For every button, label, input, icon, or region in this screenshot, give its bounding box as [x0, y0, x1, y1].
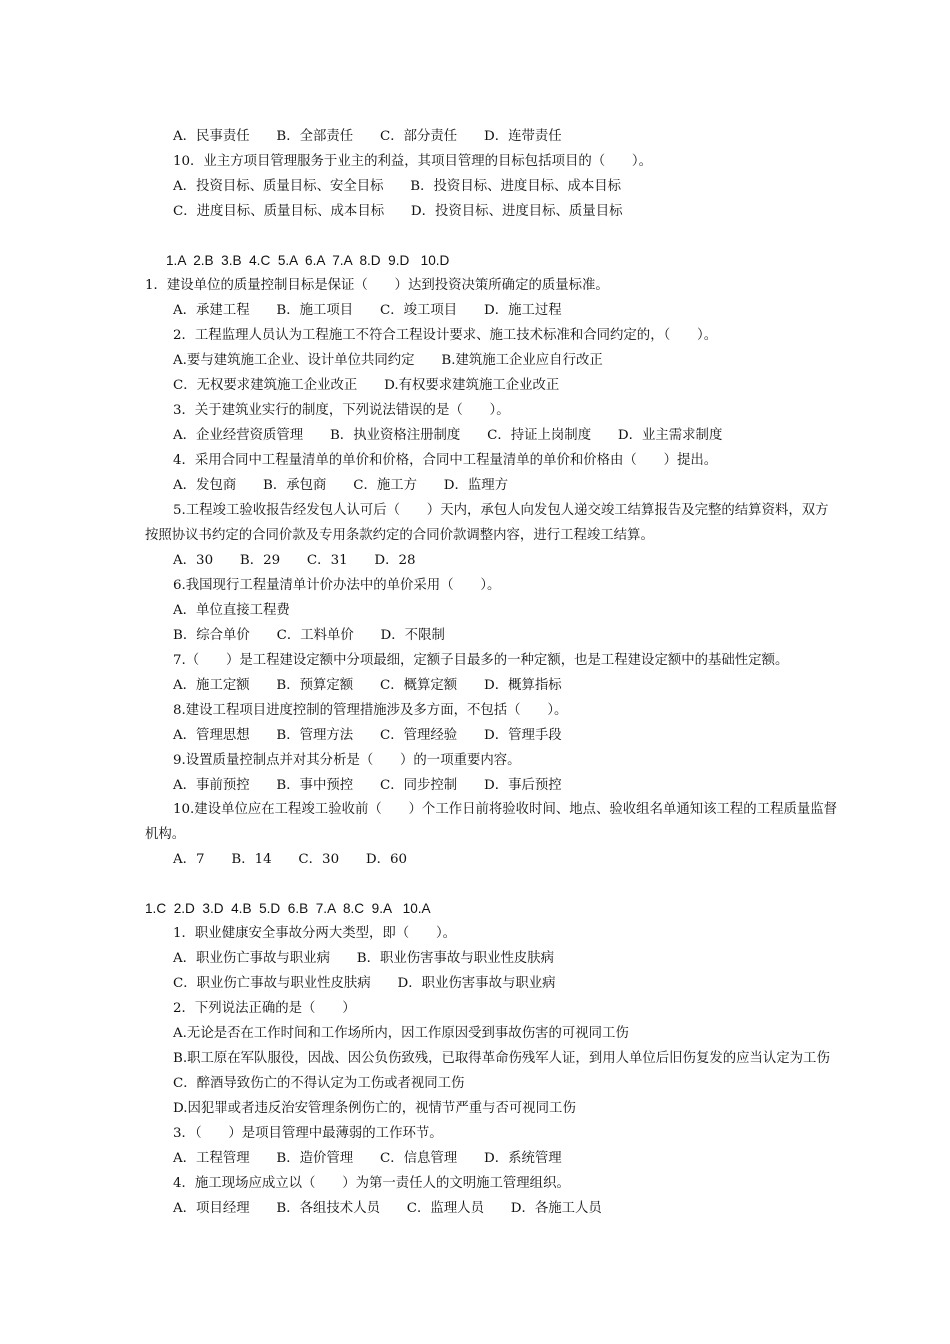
s3-q2-option-a: A.无论是否在工作时间和工作场所内，因工作原因受到事故伤害的可视同工伤 [173, 1026, 629, 1041]
s3-q2-option-c: C．醉酒导致伤亡的不得认定为工伤或者视同工伤 [173, 1076, 465, 1091]
s2-q5-question: 5.工程竣工验收报告经发包人认可后（ ）天内，承包人向发包人递交竣工结算报告及完整的结算资料，双方 [173, 503, 829, 518]
s2-q2-options-cd: C．无权要求建筑施工企业改正 D.有权要求建筑施工企业改正 [173, 378, 560, 393]
s2-q10-question-cont: 机构。 [145, 827, 186, 842]
s2-q10-options: A．7 B．14 C．30 D．60 [173, 852, 408, 867]
s2-q3-options: A．企业经营资质管理 B．执业资格注册制度 C．持证上岗制度 D．业主需求制度 [173, 428, 723, 443]
s3-q3-options: A．工程管理 B．造价管理 C．信息管理 D．系统管理 [173, 1151, 562, 1166]
s2-q8-options: A．管理思想 B．管理方法 C．管理经验 D．管理手段 [173, 728, 562, 743]
s2-q4-options: A．发包商 B．承包商 C．施工方 D．监理方 [173, 478, 509, 493]
s3-q2-question: 2．下列说法正确的是（ ） [173, 1001, 356, 1016]
q10-options-ab: A．投资目标、质量目标、安全目标 B．投资目标、进度目标、成本目标 [173, 179, 622, 194]
s2-q6-question: 6.我国现行工程量清单计价办法中的单价采用（ ）。 [173, 578, 501, 593]
answer-key-1: 1.A 2.B 3.B 4.C 5.A 6.A 7.A 8.D 9.D 10.D [166, 253, 450, 268]
s3-q2-option-d: D.因犯罪或者违反治安管理条例伤亡的，视情节严重与否可视同工伤 [173, 1101, 576, 1116]
s3-q2-option-b: B.职工原在军队服役，因战、因公负伤致残，已取得革命伤残军人证，到用人单位后旧伤复发的应当认定为工伤 [173, 1051, 830, 1066]
s3-q1-question: 1．职业健康安全事故分两大类型，即（ ）。 [173, 926, 457, 941]
q10-question: 10．业主方项目管理服务于业主的利益，其项目管理的目标包括项目的（ ）。 [173, 154, 653, 169]
s2-q1-question: 1．建设单位的质量控制目标是保证（ ）达到投资决策所确定的质量标准。 [145, 278, 609, 293]
s2-q2-question: 2．工程监理人员认为工程施工不符合工程设计要求、施工技术标准和合同约定的，（ ）。 [173, 328, 718, 343]
s2-q9-question: 9.设置质量控制点并对其分析是（ ）的一项重要内容。 [173, 753, 521, 768]
s3-q1-options-cd: C．职业伤亡事故与职业性皮肤病 D．职业伤害事故与职业病 [173, 976, 556, 991]
s2-q6-option-a: A．单位直接工程费 [173, 603, 290, 618]
s2-q8-question: 8.建设工程项目进度控制的管理措施涉及多方面，不包括（ ）。 [173, 703, 568, 718]
s2-q4-question: 4．采用合同中工程量清单的单价和价格，合同中工程量清单的单价和价格由（ ）提出。 [173, 453, 718, 468]
answer-key-2: 1.C 2.D 3.D 4.B 5.D 6.B 7.A 8.C 9.A 10.A [145, 901, 431, 916]
q9-options: A．民事责任 B．全部责任 C．部分责任 D．连带责任 [173, 129, 562, 144]
s2-q9-options: A．事前预控 B．事中预控 C．同步控制 D．事后预控 [173, 778, 562, 793]
s2-q6-options-bcd: B．综合单价 C．工料单价 D．不限制 [173, 628, 445, 643]
s2-q5-options: A．30 B．29 C．31 D．28 [173, 553, 416, 568]
s2-q3-question: 3．关于建筑业实行的制度，下列说法错误的是（ ）。 [173, 403, 510, 418]
s3-q1-options-ab: A．职业伤亡事故与职业病 B．职业伤害事故与职业性皮肤病 [173, 951, 555, 966]
s2-q10-question: 10.建设单位应在工程竣工验收前（ ）个工作日前将验收时间、地点、验收组名单通知该工程的工程质量监督 [173, 802, 838, 817]
s3-q4-question: 4．施工现场应成立以（ ）为第一责任人的文明施工管理组织。 [173, 1176, 570, 1191]
q10-options-cd: C．进度目标、质量目标、成本目标 D．投资目标、进度目标、质量目标 [173, 204, 623, 219]
s3-q4-options: A．项目经理 B．各组技术人员 C．监理人员 D．各施工人员 [173, 1201, 602, 1216]
s3-q3-question: 3．（ ）是项目管理中最薄弱的工作环节。 [173, 1126, 443, 1141]
s2-q7-options: A．施工定额 B．预算定额 C．概算定额 D．概算指标 [173, 678, 562, 693]
s2-q5-question-cont: 按照协议书约定的合同价款及专用条款约定的合同价款调整内容，进行工程竣工结算。 [145, 528, 654, 543]
s2-q7-question: 7.（ ）是工程建设定额中分项最细，定额子目最多的一种定额，也是工程建设定额中的基础性定额。 [173, 653, 789, 668]
s2-q2-options-ab: A.要与建筑施工企业、设计单位共同约定 B.建筑施工企业应自行改正 [173, 353, 603, 368]
s2-q1-options: A．承建工程 B．施工项目 C．竣工项目 D．施工过程 [173, 303, 562, 318]
